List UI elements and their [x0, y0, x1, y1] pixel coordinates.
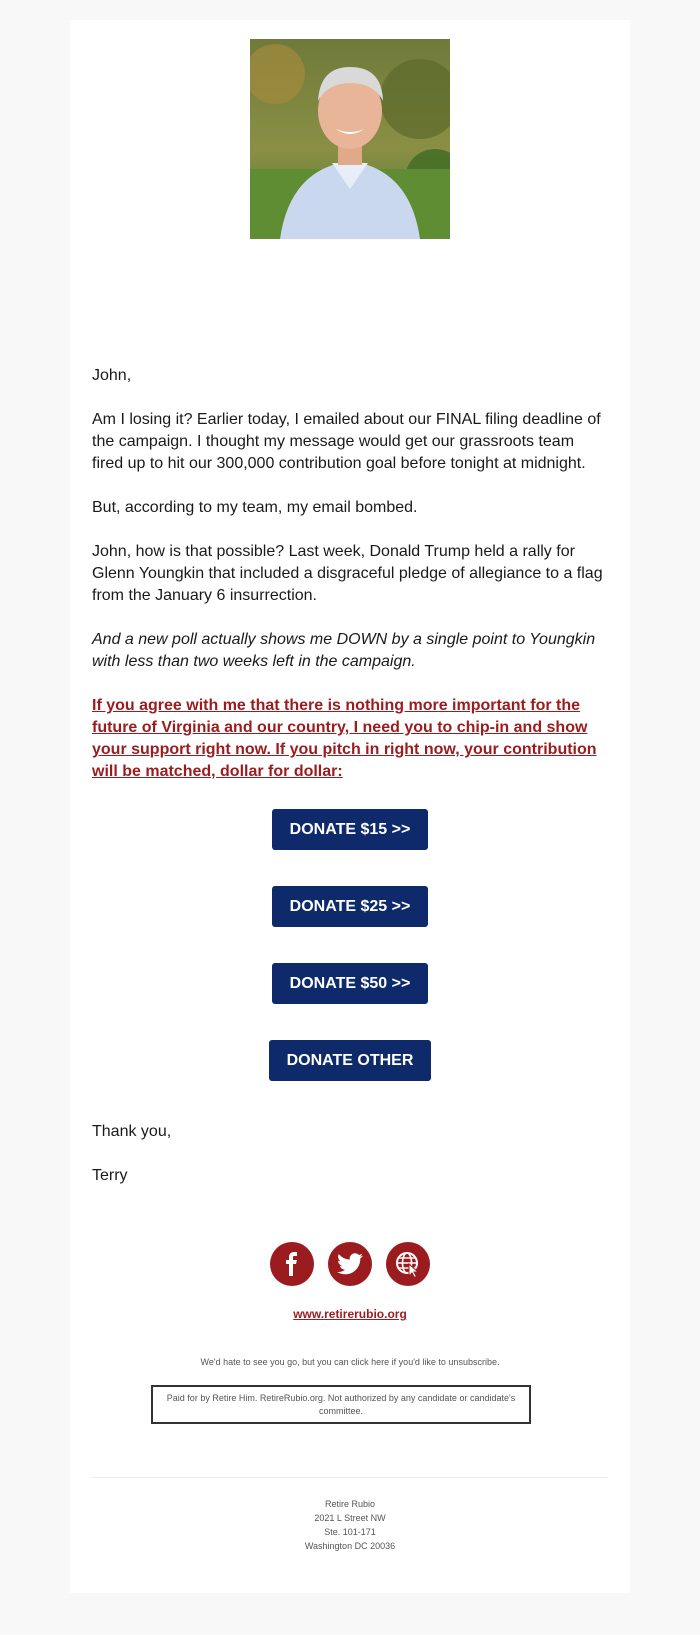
address-line-2: 2021 L Street NW	[314, 1513, 386, 1523]
paragraph-poll: And a new poll actually shows me DOWN by a single point to Youngkin with less than two weeks left in the campaign.	[92, 631, 596, 670]
twitter-icon[interactable]	[328, 1242, 372, 1286]
website-link[interactable]: www.retirerubio.org	[293, 1307, 407, 1321]
paragraph-email-bombed: But, according to my team, my email bombed.	[92, 499, 418, 516]
signature: Terry	[92, 1167, 128, 1184]
candidate-photo	[250, 39, 450, 239]
signoff: Thank you,	[92, 1123, 172, 1140]
paid-for-disclaimer: Paid for by Retire Him. RetireRubio.org. Not authorized by any candidate or candidate's committee.	[151, 1385, 531, 1424]
donate-other-button[interactable]: DONATE OTHER	[269, 1040, 432, 1081]
paragraph-trump-rally: John, how is that possible? Last week, Donald Trump held a rally for Glenn Youngkin that included a disgraceful pledge of allegiance to a flag from the January 6 insurrection.	[92, 543, 603, 604]
greeting: John,	[92, 367, 132, 384]
donate-other-row	[92, 1040, 608, 1117]
address-line-4: Washington DC 20036	[304, 1541, 396, 1551]
address-line-3: Ste. 101-171	[324, 1527, 376, 1537]
appeal-link[interactable]: If you agree with me that there is nothing more important for the future of Virginia and our country, I need you to chip-in and show your support right now. If you pitch in right now, your contribution will be matched, dollar for dollar:	[92, 697, 597, 780]
address-line-1: Retire Rubio	[324, 1499, 376, 1509]
email-body	[92, 365, 608, 1209]
social-links	[70, 1242, 630, 1286]
donate-50-row	[92, 963, 608, 1040]
facebook-icon[interactable]	[270, 1242, 314, 1286]
candidate-photo-image	[250, 39, 450, 239]
paragraph-filing-deadline: Am I losing it? Earlier today, I emailed about our FINAL filing deadline of the campaign. I thought my message would get our grassroots team fired up to hit our 300,000 contribution goal before tonight at midnight.	[92, 411, 601, 472]
donate-25-row	[92, 886, 608, 963]
donate-50-button[interactable]: DONATE $50 >>	[272, 963, 429, 1004]
web-icon[interactable]	[386, 1242, 430, 1286]
unsubscribe-text[interactable]: We'd hate to see you go, but you can click here if you'd like to unsubscribe.	[200, 1357, 500, 1367]
footer-divider	[92, 1477, 608, 1478]
donate-25-button[interactable]: DONATE $25 >>	[272, 886, 429, 927]
donate-15-row	[92, 809, 608, 886]
donate-15-button[interactable]: DONATE $15 >>	[272, 809, 429, 850]
mailing-address	[70, 1497, 630, 1553]
email-card	[70, 20, 630, 1593]
